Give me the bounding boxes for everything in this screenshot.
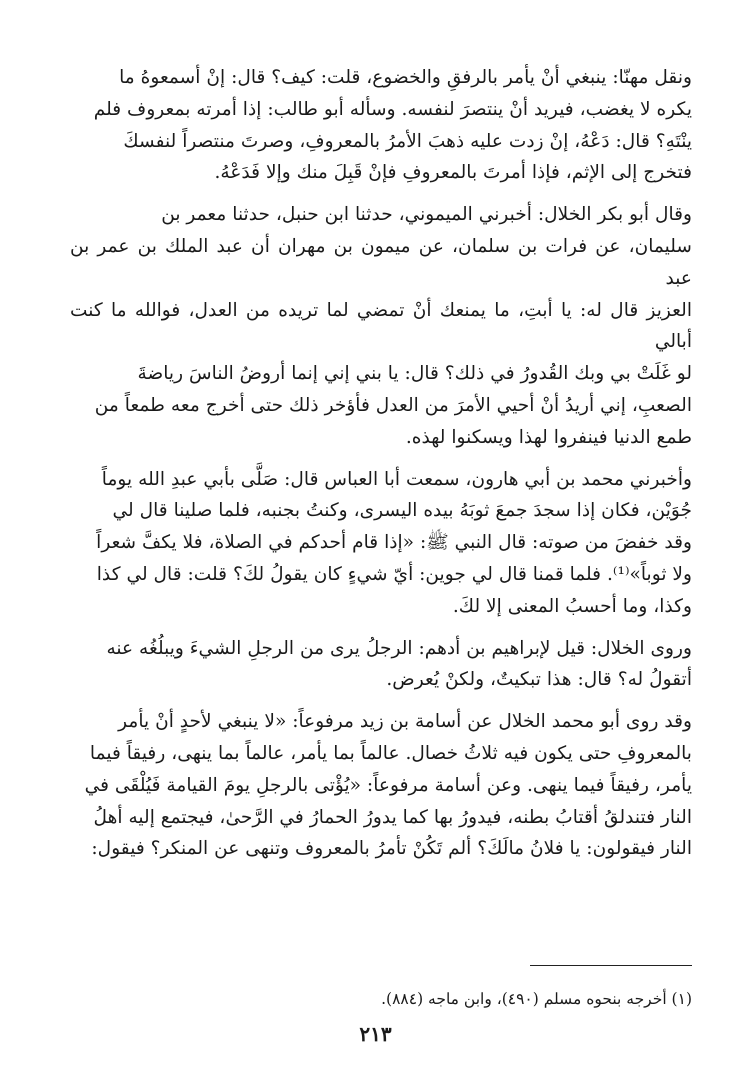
text-line: وكذا، وما أحسبُ المعنى إلا لكَ. [452, 595, 692, 617]
text-line: سليمان، عن فرات بن سلمان، عن ميمون بن مهران أن عبد الملك بن عمر بن عبد [70, 235, 692, 289]
text-line: ولا ثوباً»⁽¹⁾. فلما قمنا قال لي جوين: أيّ شيءٍ كان يقولُ لكَ؟ قلت: قال لي كذا [96, 563, 692, 585]
page-number: ٢١٣ [359, 1022, 392, 1046]
text-line: الصعبِ، إني أريدُ أنْ أحيي الأمرَ من العدل فأؤخر ذلك حتى أخرج معه طمعاً من [94, 394, 692, 416]
text-line: العزيز قال له: يا أبتِ، ما يمنعك أنْ تمضي لما تريده من العدل، فوالله ما كنت أبالي [70, 299, 692, 353]
text-line: طمع الدنيا فينفروا لهذا ويسكنوا لهذه. [405, 426, 692, 448]
text-line: أتقولُ له؟ قال: هذا تبكيتٌ، ولكنْ يُعرض. [386, 669, 692, 691]
page-body [70, 62, 692, 875]
footnote: (١) أخرجه بنحوه مسلم (٤٩٠)، وابن ماجه (٨٨٤). [381, 990, 692, 1008]
paragraph-1 [70, 62, 692, 189]
text-line: وقال أبو بكر الخلال: أخبرني الميموني، حدثنا ابن حنبل، حدثنا معمر بن [161, 204, 692, 226]
paragraph-3 [70, 464, 692, 623]
text-line: يأمر، رفيقاً فيما ينهى. وعن أسامة مرفوعاً: «يُؤْتى بالرجلِ يومَ القيامة فَيُلْقَى في [84, 774, 692, 796]
text-line: النار فتندلقُ أقتابُ بطنه، فيدورُ بها كما يدورُ الحمارُ في الرَّحىٰ، فيجتمع إليه أهلُ [93, 806, 692, 828]
paragraph-4 [70, 633, 692, 697]
text-line: بالمعروفِ حتى يكون فيه ثلاثُ خصال. عالماً بما يأمر، عالماً بما ينهى، رفيقاً فيما [89, 742, 692, 764]
text-line: يكره لا يغضب، فيريد أنْ ينتصرَ لنفسه. وسأله أبو طالب: إذا أمرته بمعروف فلم [93, 98, 692, 120]
text-line: جُوَيْن، فكان إذا سجدَ جمعَ ثوبَهُ بيده اليسرى، وكنتُ بجنبه، فلما صلينا قال لي [112, 500, 692, 522]
footnote-divider [530, 965, 692, 966]
text-line: وقد روى أبو محمد الخلال عن أسامة بن زيد مرفوعاً: «لا ينبغي لأحدٍ أنْ يأمر [118, 711, 692, 733]
text-line: ينْتَهِ؟ قال: دَعْهُ، إنْ زدت عليه ذهبَ الأمرُ بالمعروفِ، وصرتَ منتصراً لنفسكَ [123, 130, 692, 152]
text-line: وقد خفضَ من صوته: قال النبي ﷺ: «إذا قام أحدكم في الصلاة، فلا يكفَّ شعراً [96, 532, 692, 554]
text-line: وأخبرني محمد بن أبي هارون، سمعت أبا العباس قال: صَلَّى بأبي عبدِ الله يوماً [101, 468, 692, 490]
text-line: فتخرج إلى الإثم، فإذا أمرتَ بالمعروفِ فإنْ قَبِلَ منك وإلا فَدَعْهُ. [214, 162, 692, 184]
text-line: وروى الخلال: قيل لإبراهيم بن أدهم: الرجلُ يرى من الرجلِ الشيءَ ويبلُغُه عنه [106, 637, 692, 659]
text-line: ونقل مهنّا: ينبغي أنْ يأمر بالرفقِ والخضوع، قلت: كيف؟ قال: إنْ أسمعوهُ ما [119, 67, 692, 88]
paragraph-5 [70, 706, 692, 865]
paragraph-2 [70, 199, 692, 453]
text-line: لو غَلَتْ بي وبك القُدورُ في ذلك؟ قال: يا بني إني إنما أروضُ الناسَ رياضةَ [137, 363, 692, 385]
text-line: النار فيقولون: يا فلانُ مالَكَ؟ ألم تَكُنْ تأمرُ بالمعروف وتنهى عن المنكر؟ فيقول: [91, 838, 692, 860]
